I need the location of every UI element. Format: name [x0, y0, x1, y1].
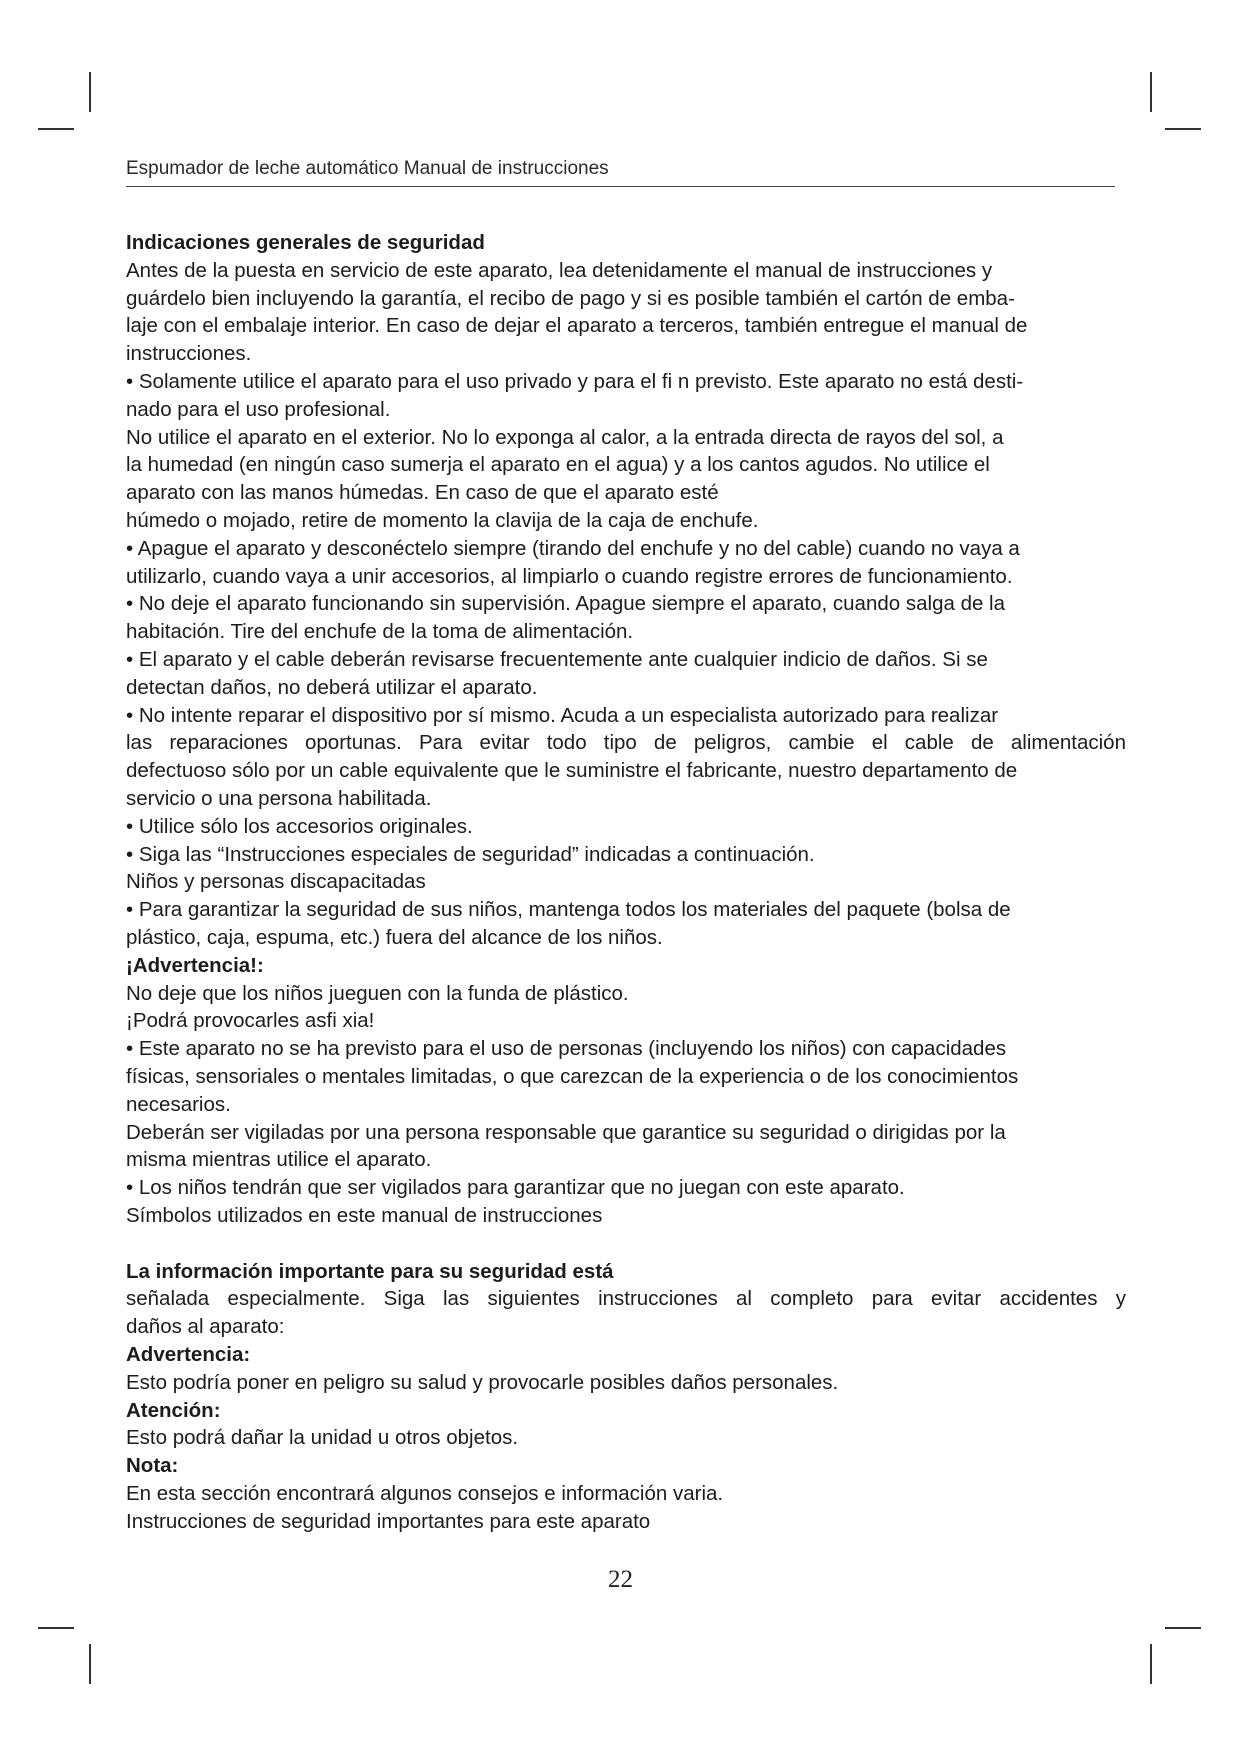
body-line: • Los niños tendrán que ser vigilados para garantizar que no juegan con este aparato. [126, 1176, 905, 1200]
section-heading: La información importante para su seguridad está [126, 1259, 614, 1283]
warning-heading: ¡Advertencia!: [126, 953, 264, 977]
crop-mark [1165, 1627, 1201, 1629]
body-line: nado para el uso profesional. [126, 397, 391, 421]
body-line: aparato con las manos húmedas. En caso de que el aparato esté [126, 481, 719, 505]
page-number: 22 [608, 1566, 633, 1593]
body-line: laje con el embalaje interior. En caso de dejar el aparato a terceros, también entregue el manual de [126, 314, 1028, 338]
body-line: • Apague el aparato y desconéctelo siempre (tirando del enchufe y no del cable) cuando no vaya a [126, 536, 1020, 560]
body-line: Esto podría poner en peligro su salud y provocarle posibles daños personales. [126, 1370, 839, 1394]
body-line: húmedo o mojado, retire de momento la clavija de la caja de enchufe. [126, 508, 759, 532]
body-lines-1 [126, 257, 1126, 952]
nota-label: Nota: [126, 1454, 179, 1478]
crop-mark [38, 1627, 74, 1629]
body-line: defectuoso sólo por un cable equivalente que le suministre el fabricante, nuestro departamento de [126, 759, 1018, 783]
atencion-label: Atención: [126, 1398, 221, 1422]
body-line: la humedad (en ningún caso sumerja el aparato en el agua) y a los cantos agudos. No utilice el [126, 453, 990, 477]
section-heading: Indicaciones generales de seguridad [126, 231, 485, 254]
body-line: guárdelo bien incluyendo la garantía, el recibo de pago y si es posible también el cartón de emba- [126, 286, 1015, 310]
body-line: detectan daños, no deberá utilizar el aparato. [126, 675, 538, 699]
body-line: Instrucciones de seguridad importantes para este aparato [126, 1509, 651, 1533]
body-line: instrucciones. [126, 342, 252, 366]
advertencia-label: Advertencia: [126, 1343, 251, 1367]
running-header: Espumador de leche automático Manual de instrucciones [126, 158, 609, 179]
body-line: habitación. Tire del enchufe de la toma de alimentación. [126, 620, 634, 644]
body-line: • No deje el aparato funcionando sin supervisión. Apague siempre el aparato, cuando salga de la [126, 592, 1006, 616]
body-line: Niños y personas discapacitadas [126, 870, 426, 894]
body-line: No deje que los niños jueguen con la funda de plástico. [126, 981, 629, 1005]
body-line: Símbolos utilizados en este manual de instrucciones [126, 1203, 603, 1227]
body-line: Antes de la puesta en servicio de este aparato, lea detenidamente el manual de instrucciones y [126, 258, 993, 282]
body-line: misma mientras utilice el aparato. [126, 1148, 432, 1172]
body-line: daños al aparato: [126, 1315, 285, 1339]
body-lines-2 [126, 980, 1126, 1230]
body-line: Deberán ser vigiladas por una persona responsable que garantice su seguridad o dirigidas por la [126, 1120, 1006, 1144]
header-divider [126, 186, 1115, 187]
body-line: señalada especialmente. Siga las siguientes instrucciones al completo para evitar accidentes y [126, 1287, 1126, 1311]
body-line: • Utilice sólo los accesorios originales. [126, 814, 473, 838]
crop-mark [89, 1644, 91, 1684]
crop-mark [38, 128, 74, 130]
crop-mark [1165, 128, 1201, 130]
body-line: servicio o una persona habilitada. [126, 786, 432, 810]
body-line: No utilice el aparato en el exterior. No lo exponga al calor, a la entrada directa de rayos del sol, a [126, 425, 1004, 449]
body-line: • El aparato y el cable deberán revisarse frecuentemente ante cualquier indicio de daños. Si se [126, 647, 988, 671]
body-line: • Este aparato no se ha previsto para el uso de personas (incluyendo los niños) con capacidades [126, 1037, 1007, 1061]
body-line: ¡Podrá provocarles asfi xia! [126, 1009, 375, 1033]
body-line: • Para garantizar la seguridad de sus niños, mantenga todos los materiales del paquete (bolsa de [126, 898, 1011, 922]
body-line: • No intente reparar el dispositivo por sí mismo. Acuda a un especialista autorizado para realizar [126, 703, 999, 727]
crop-mark [1150, 1644, 1152, 1684]
body-line: físicas, sensoriales o mentales limitadas, o que carezcan de la experiencia o de los conocimientos [126, 1064, 1019, 1088]
body-line: Esto podrá dañar la unidad u otros objetos. [126, 1426, 519, 1450]
crop-mark [1150, 72, 1152, 112]
page-body [126, 229, 1126, 1536]
body-line: plástico, caja, espuma, etc.) fuera del alcance de los niños. [126, 925, 663, 949]
body-line: las reparaciones oportunas. Para evitar todo tipo de peligros, cambie el cable de alimentación [126, 731, 1126, 755]
crop-mark [89, 72, 91, 112]
body-line: necesarios. [126, 1092, 231, 1116]
section-spacer [126, 1230, 1126, 1258]
body-line: • Siga las “Instrucciones especiales de seguridad” indicadas a continuación. [126, 842, 815, 866]
body-line: utilizarlo, cuando vaya a unir accesorios, al limpiarlo o cuando registre errores de funcionamiento. [126, 564, 1013, 588]
body-line: • Solamente utilice el aparato para el uso privado y para el fi n previsto. Este aparato no está desti- [126, 369, 1024, 393]
body-line: En esta sección encontrará algunos consejos e información varia. [126, 1482, 724, 1506]
